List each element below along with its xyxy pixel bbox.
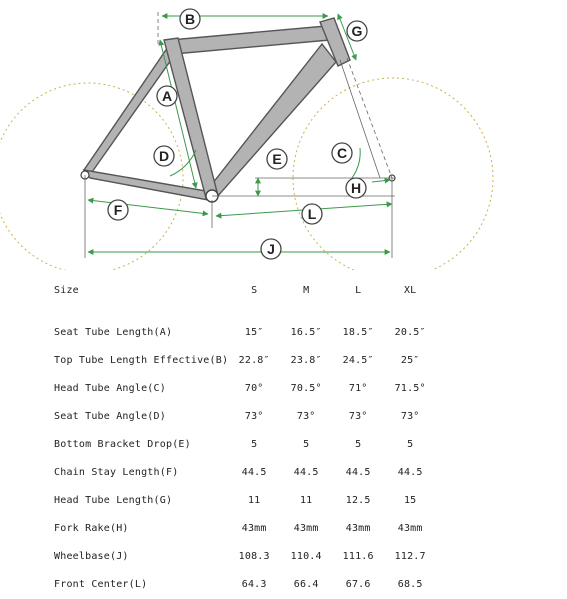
- svg-text:A: A: [161, 88, 173, 104]
- cell-value: 111.6: [342, 550, 374, 562]
- cell-value: 67.6: [345, 578, 371, 590]
- cell-value: 11: [247, 494, 261, 506]
- cell-value: 73°: [400, 410, 420, 422]
- cell-value: 11: [299, 494, 313, 506]
- cell-value: 43mm: [293, 522, 319, 534]
- table-row: [54, 542, 436, 570]
- row-label: Head Tube Angle(C): [54, 382, 166, 394]
- cell-value: 112.7: [394, 550, 426, 562]
- size-header: Size: [54, 284, 79, 296]
- geometry-table: [54, 276, 436, 598]
- table-header-row: [54, 276, 436, 304]
- diagram-label-A: [157, 86, 177, 106]
- cell-value: 71°: [348, 382, 368, 394]
- table-row: [54, 346, 436, 374]
- svg-text:L: L: [307, 206, 317, 222]
- cell-value: 43mm: [397, 522, 423, 534]
- cell-value: 66.4: [293, 578, 319, 590]
- cell-value: 108.3: [238, 550, 270, 562]
- cell-value: 15″: [244, 326, 264, 338]
- svg-text:D: D: [158, 148, 170, 164]
- cell-value: 5: [407, 438, 414, 450]
- size-column-header: S: [251, 284, 258, 296]
- row-label: Top Tube Length Effective(B): [54, 354, 229, 366]
- row-label: Seat Tube Length(A): [54, 326, 173, 338]
- table-row: [54, 402, 436, 430]
- table-row: [54, 374, 436, 402]
- table-row: [54, 514, 436, 542]
- svg-text:B: B: [184, 11, 196, 27]
- row-label: Front Center(L): [54, 578, 148, 590]
- diagram-label-B: [180, 9, 200, 29]
- svg-text:J: J: [267, 241, 275, 257]
- cell-value: 44.5: [397, 466, 423, 478]
- cell-value: 71.5°: [394, 382, 426, 394]
- svg-text:F: F: [113, 202, 123, 218]
- row-label: Head Tube Length(G): [54, 494, 173, 506]
- cell-value: 15: [403, 494, 417, 506]
- row-label: Seat Tube Angle(D): [54, 410, 166, 422]
- cell-value: 43mm: [345, 522, 371, 534]
- cell-value: 73°: [348, 410, 368, 422]
- cell-value: 44.5: [241, 466, 267, 478]
- table-row: [54, 430, 436, 458]
- cell-value: 12.5: [345, 494, 371, 506]
- cell-value: 24.5″: [342, 354, 374, 366]
- cell-value: 16.5″: [290, 326, 322, 338]
- frame: [81, 18, 395, 202]
- cell-value: 73°: [296, 410, 316, 422]
- cell-value: 23.8″: [290, 354, 322, 366]
- diagram-label-F: [108, 200, 128, 220]
- svg-text:C: C: [336, 145, 348, 161]
- row-label: Bottom Bracket Drop(E): [54, 438, 191, 450]
- diagram-label-D: [154, 146, 174, 166]
- diagram-label-G: [347, 21, 367, 41]
- table-row: [54, 486, 436, 514]
- cell-value: 5: [251, 438, 258, 450]
- svg-text:H: H: [350, 180, 362, 196]
- svg-text:G: G: [351, 23, 363, 39]
- cell-value: 70.5°: [290, 382, 322, 394]
- cell-value: 5: [355, 438, 362, 450]
- diagram-label-L: [302, 204, 322, 224]
- cell-value: 25″: [400, 354, 420, 366]
- row-label: Fork Rake(H): [54, 522, 129, 534]
- table-row: [54, 570, 436, 598]
- bike-frame-diagram: [0, 0, 567, 270]
- cell-value: 44.5: [345, 466, 371, 478]
- svg-text:E: E: [272, 151, 282, 167]
- cell-value: 64.3: [241, 578, 267, 590]
- table-row: [54, 318, 436, 346]
- cell-value: 70°: [244, 382, 264, 394]
- diagram-label-J: [261, 239, 281, 259]
- cell-value: 110.4: [290, 550, 322, 562]
- table-row: [54, 458, 436, 486]
- cell-value: 5: [303, 438, 310, 450]
- cell-value: 22.8″: [238, 354, 270, 366]
- cell-value: 73°: [244, 410, 264, 422]
- size-column-header: L: [355, 284, 362, 296]
- cell-value: 68.5: [397, 578, 423, 590]
- row-label: Chain Stay Length(F): [54, 466, 179, 478]
- diagram-label-H: [346, 178, 366, 198]
- cell-value: 44.5: [293, 466, 319, 478]
- row-label: Wheelbase(J): [54, 550, 129, 562]
- table-spacer: [54, 304, 436, 318]
- size-column-header: XL: [403, 284, 417, 296]
- diagram-label-E: [267, 149, 287, 169]
- diagram-label-C: [332, 143, 352, 163]
- size-column-header: M: [303, 284, 310, 296]
- cell-value: 20.5″: [394, 326, 426, 338]
- cell-value: 18.5″: [342, 326, 374, 338]
- front-wheel-outline: [293, 78, 493, 270]
- cell-value: 43mm: [241, 522, 267, 534]
